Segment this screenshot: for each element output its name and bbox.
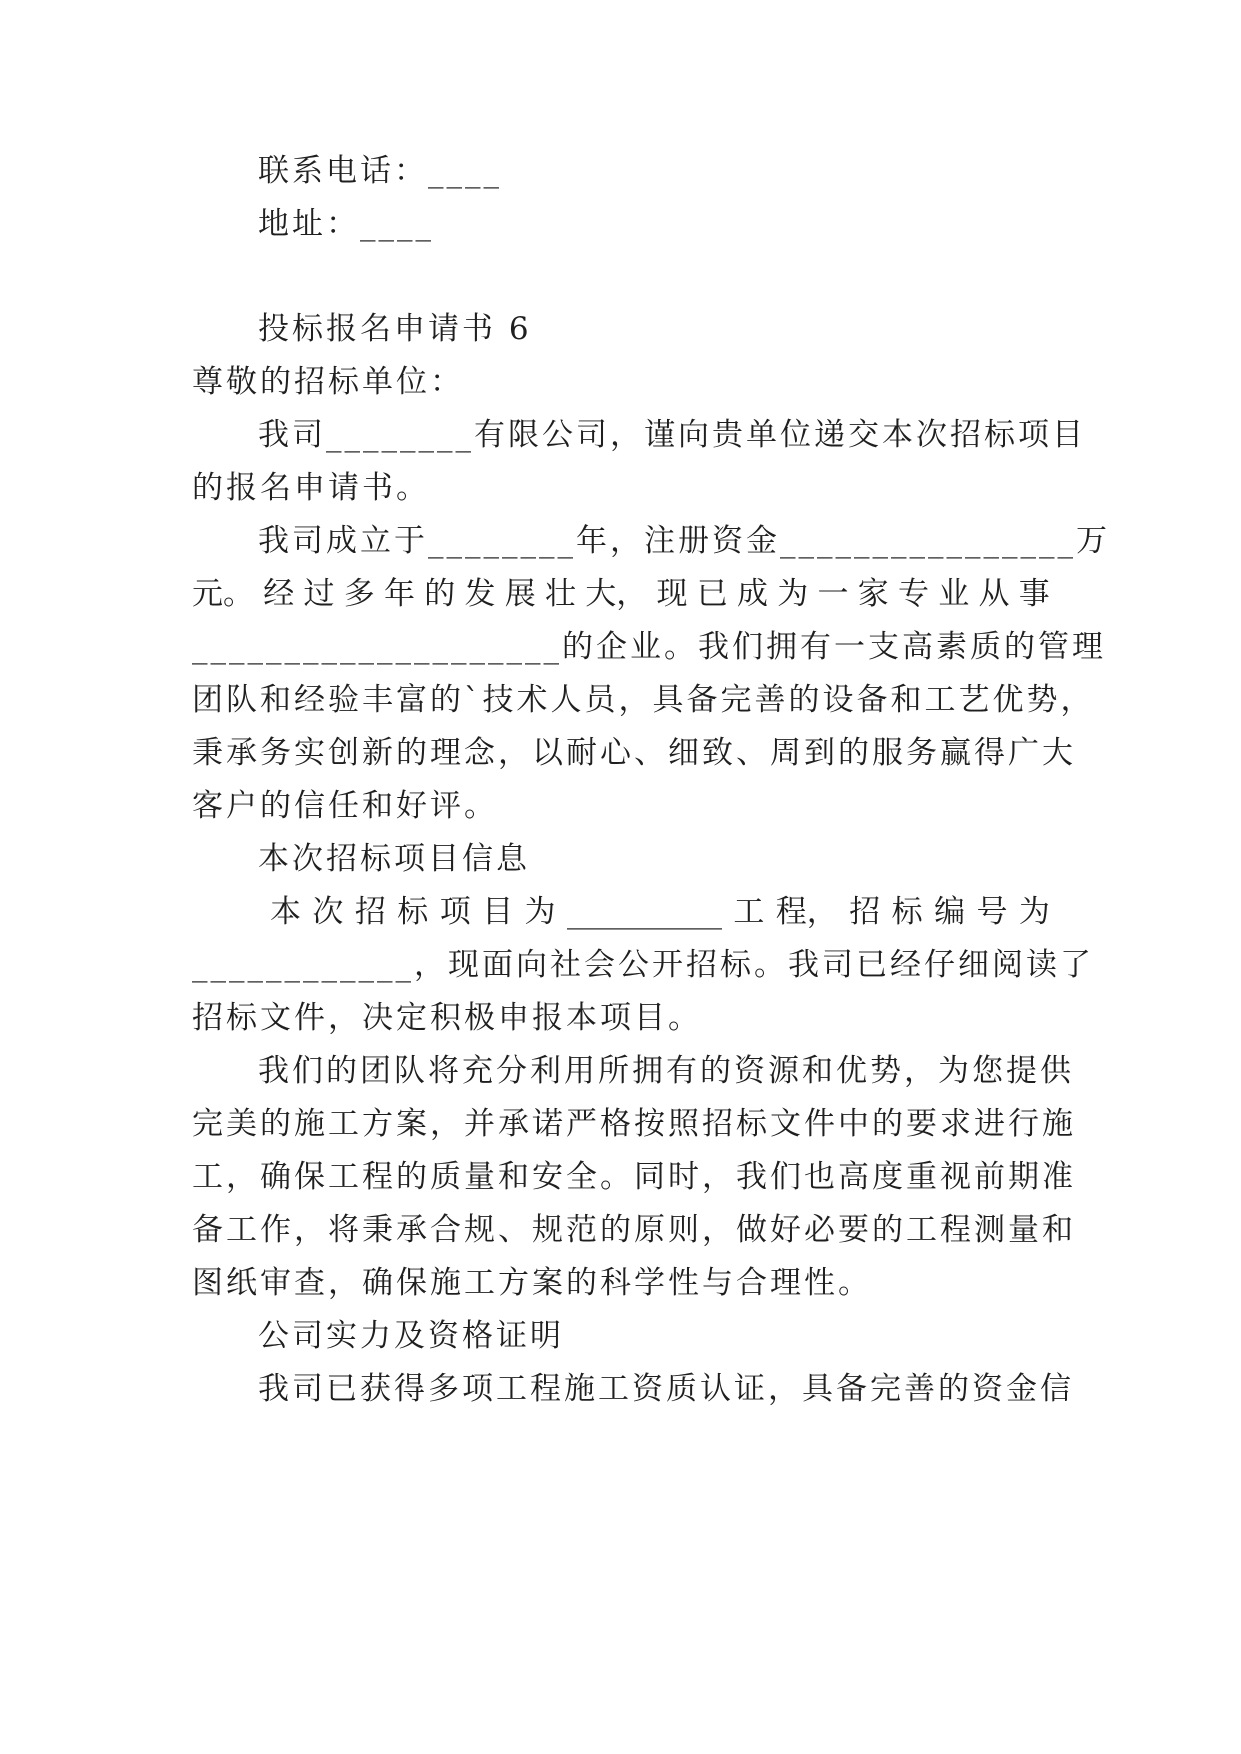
p2b-seg-9: 壮 [545, 576, 576, 612]
p2b-seg-11: 现 [656, 576, 688, 612]
p3a-seg-6: 目 [482, 894, 514, 930]
p2b-seg-15: 一 [817, 576, 849, 612]
heading-project-info: 本次招标项目信息 [258, 841, 530, 877]
p2b-seg-12: 已 [696, 576, 728, 612]
p2b-seg-20: 事 [1018, 576, 1050, 612]
p3a-seg-9: 工 [733, 894, 765, 930]
p3a-seg-4: 标 [397, 894, 429, 930]
contact-phone-line: 联系电话：____ [258, 153, 502, 189]
address-line: 地址：____ [258, 206, 434, 242]
paragraph-2-line-4: 团队和经验丰富的`技术人员，具备完善的设备和工艺优势， [192, 682, 1095, 718]
p3a-seg-7: 为 [524, 894, 556, 930]
p3a-seg-13: 编 [934, 894, 966, 930]
paragraph-2-line-5: 秉承务实创新的理念，以耐心、细致、周到的服务赢得广大 [192, 735, 1076, 771]
p2b-seg-5: 年 [384, 576, 415, 612]
paragraph-1-line-2: 的报名申请书。 [192, 470, 430, 506]
paragraph-4-line-4: 备工作，将秉承合规、规范的原则，做好必要的工程测量和 [192, 1212, 1076, 1248]
p2b-seg-3: 过 [303, 576, 335, 612]
p3a-seg-12: 标 [891, 894, 923, 930]
paragraph-3-line-1 [270, 892, 1050, 932]
paragraph-3-line-2: ____________，现面向社会公开招标。我司已经仔细阅读了 [192, 947, 1094, 983]
paragraph-2-line-2 [192, 574, 1050, 614]
p3a-seg-8: __________ [566, 894, 722, 930]
paragraph-5-line-1: 我司已获得多项工程施工资质认证，具备完善的资金信 [258, 1371, 1074, 1407]
p2b-seg-14: 为 [777, 576, 809, 612]
paragraph-1-line-1: 我司________有限公司，谨向贵单位递交本次招标项目 [258, 417, 1086, 453]
p3a-seg-14: 号 [976, 894, 1008, 930]
p2b-seg-6: 的 [424, 576, 456, 612]
p3a-seg-15: 为 [1018, 894, 1050, 930]
p3a-seg-1: 本 [270, 894, 301, 930]
p3a-seg-11: 招 [849, 894, 881, 930]
heading-company-strength: 公司实力及资格证明 [258, 1318, 564, 1354]
p2b-seg-10: 大， [585, 576, 648, 612]
p2b-seg-18: 业 [938, 576, 970, 612]
p2b-seg-4: 多 [343, 576, 375, 612]
paragraph-2-line-3: ____________________的企业。我们拥有一支高素质的管理 [192, 629, 1106, 665]
p2b-seg-13: 成 [737, 576, 768, 612]
p2b-seg-16: 家 [857, 576, 889, 612]
paragraph-4-line-2: 完美的施工方案，并承诺严格按照招标文件中的要求进行施 [192, 1106, 1076, 1142]
p2b-seg-2: 经 [263, 576, 295, 612]
paragraph-3-line-3: 招标文件，决定积极申报本项目。 [192, 1000, 702, 1036]
section-title: 投标报名申请书 6 [258, 311, 532, 347]
p2b-seg-17: 专 [898, 576, 929, 612]
p2b-seg-7: 发 [464, 576, 496, 612]
paragraph-4-line-1: 我们的团队将充分利用所拥有的资源和优势，为您提供 [258, 1053, 1074, 1089]
p2b-seg-8: 展 [504, 576, 536, 612]
paragraph-4-line-3: 工，确保工程的质量和安全。同时，我们也高度重视前期准 [192, 1159, 1076, 1195]
paragraph-2-line-6: 客户的信任和好评。 [192, 788, 498, 824]
p3a-seg-10: 程， [775, 894, 838, 930]
salutation: 尊敬的招标单位： [192, 364, 464, 400]
p2b-seg-1: 元。 [192, 576, 254, 612]
p3a-seg-5: 项 [439, 894, 471, 930]
p3a-seg-3: 招 [354, 894, 386, 930]
paragraph-4-line-5: 图纸审查，确保施工方案的科学性与合理性。 [192, 1265, 872, 1301]
p3a-seg-2: 次 [312, 894, 344, 930]
p2b-seg-19: 从 [978, 576, 1010, 612]
paragraph-2-line-1: 我司成立于________年，注册资金________________万 [258, 523, 1110, 559]
